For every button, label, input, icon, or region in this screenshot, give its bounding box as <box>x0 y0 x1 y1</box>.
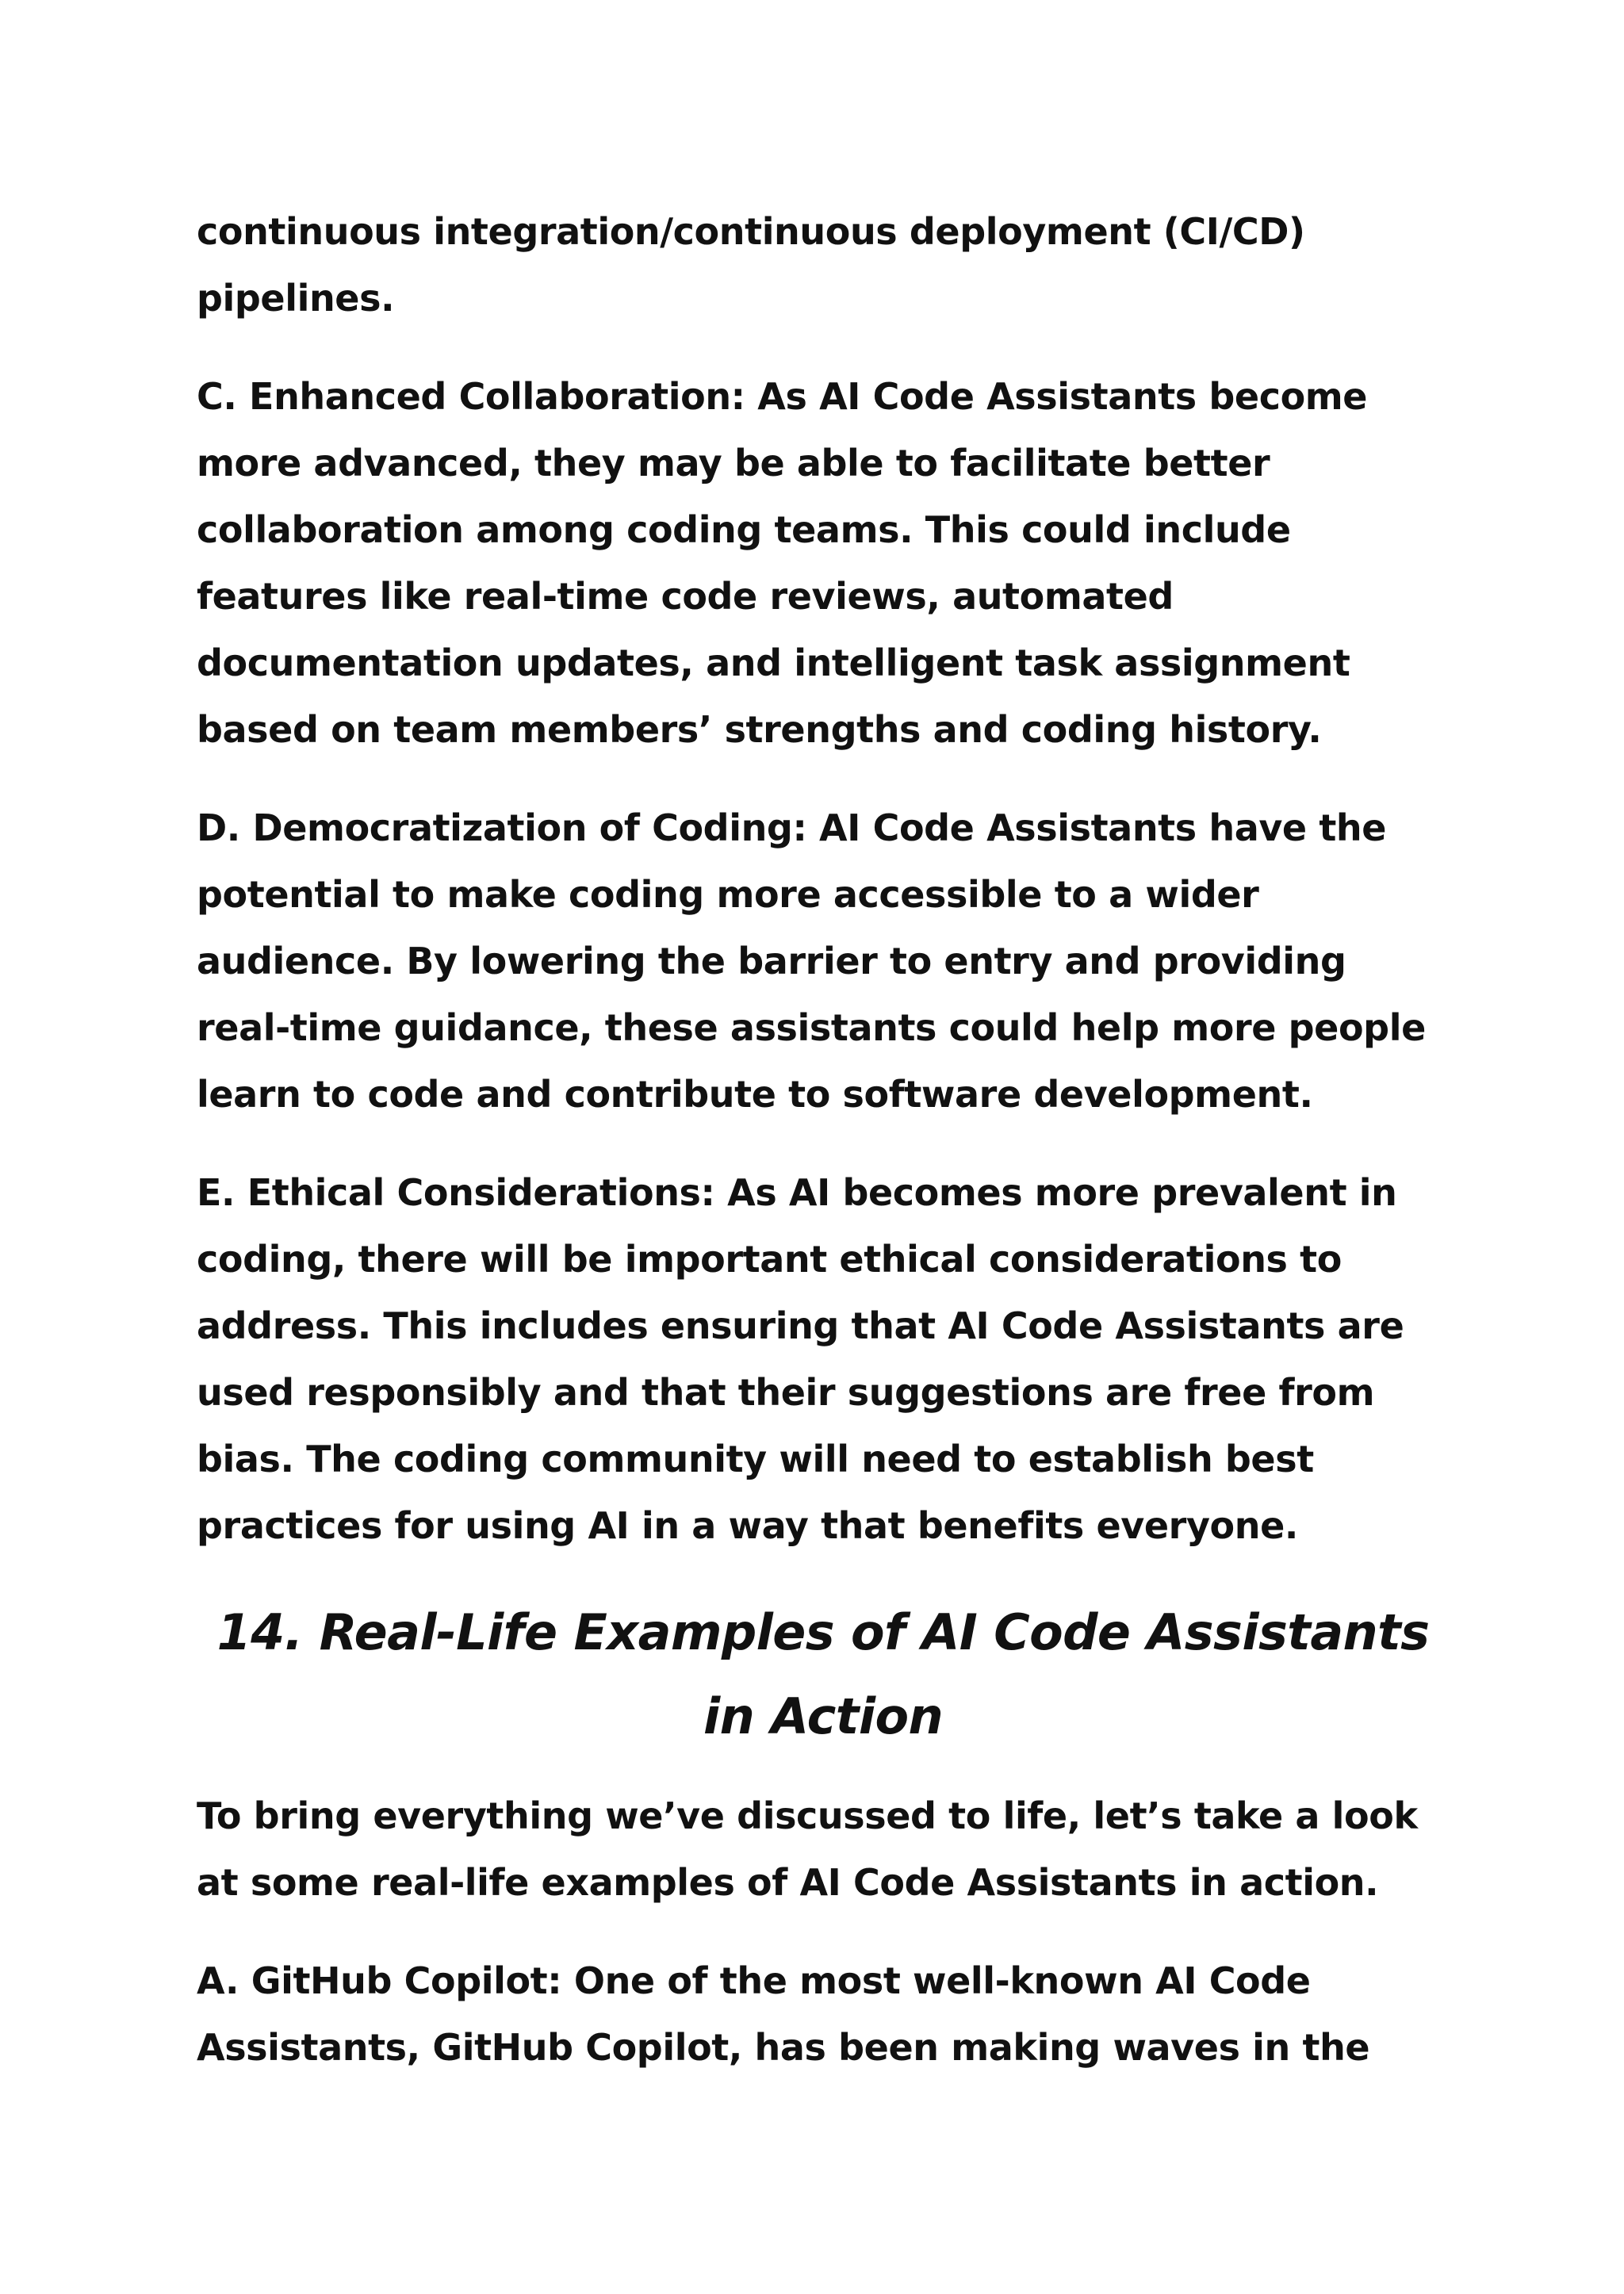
paragraph-enhanced-collaboration: C. Enhanced Collaboration: As AI Code Assistants become more advanced, they may be able to facilitate better collaboration among coding teams. This could include features like real-time code reviews, automated documentation updates, and intelligent task assignment based on team members’ strengths and coding history. <box>197 375 1368 751</box>
document-body <box>197 198 1450 2112</box>
paragraph-intro-examples: To bring everything we’ve discussed to life, let’s take a look at some real-life examples of AI Code Assistants in action. <box>197 1794 1418 1904</box>
paragraph-github-copilot: A. GitHub Copilot: One of the most well-known AI Code Assistants, GitHub Copilot, has been making waves in the <box>197 1959 1370 2069</box>
paragraph-ethical-considerations: E. Ethical Considerations: As AI becomes more prevalent in coding, there will be important ethical considerations to address. This includes ensuring that AI Code Assistants are used responsibly and that their suggestions are free from bias. The coding community will need to establish best practices for using AI in a way that benefits everyone. <box>197 1171 1404 1547</box>
section-heading: 14. Real-Life Examples of AI Code Assistants in Action <box>216 1603 1430 1745</box>
paragraph-ci-cd-continuation: continuous integration/continuous deployment (CI/CD) pipelines. <box>197 210 1305 320</box>
paragraph-democratization-of-coding: D. Democratization of Coding: AI Code Assistants have the potential to make coding more accessible to a wider audience. By lowering the barrier to entry and providing real-time guidance, these assistants could help more people learn to code and contribute to software development. <box>197 806 1426 1116</box>
